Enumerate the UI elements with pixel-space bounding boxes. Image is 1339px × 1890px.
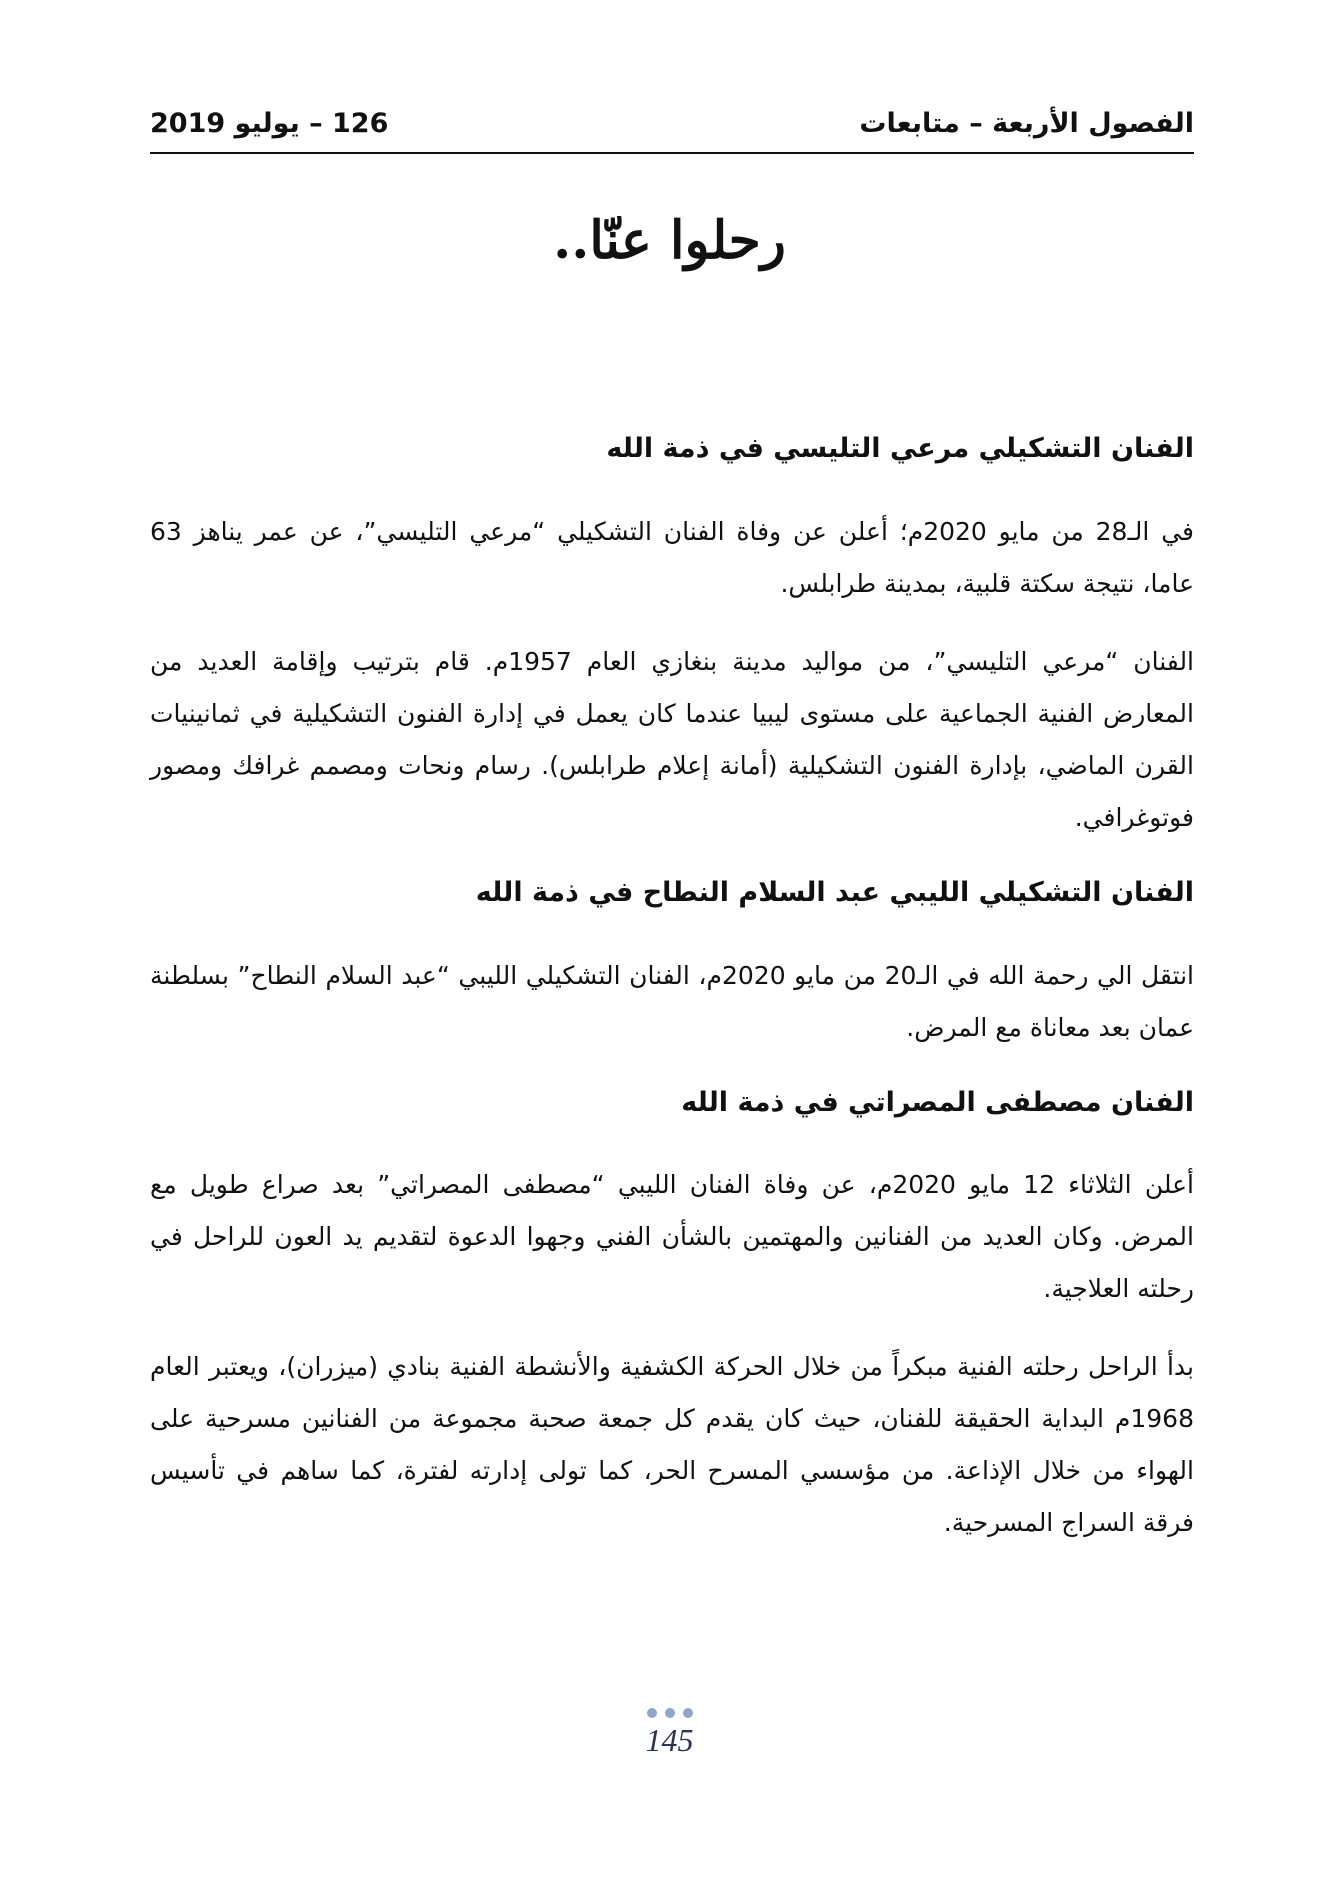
page-number: 145 — [645, 1722, 694, 1758]
page-footer — [0, 1708, 1339, 1759]
paragraph: أعلن الثلاثاء 12 مايو 2020م، عن وفاة الفنان الليبي “مصطفى المصراتي” بعد صراع طويل مع المرض. وكان العديد من الفنانين والمهتمين بالشأن الفني وجهوا الدعوة لتقديم يد العون للراحل في رحلته العلاجية. — [150, 1170, 1194, 1304]
page-title: رحلوا عنّا.. — [553, 210, 786, 271]
paragraph: في الـ28 من مايو 2020م؛ أعلن عن وفاة الفنان التشكيلي “مرعي التليسي”، عن عمر يناهز 63 عاما، نتيجة سكتة قلبية، بمدينة طرابلس. — [150, 516, 1194, 598]
dot-icon — [665, 1708, 675, 1718]
paragraph: انتقل الي رحمة الله في الـ20 من مايو 2020م، الفنان التشكيلي الليبي “عبد السلام النطاح” بسلطنة عمان بعد معاناة مع المرض. — [150, 960, 1194, 1042]
magazine-section: الفصول الأربعة – متابعات — [859, 108, 1194, 139]
paragraph: الفنان “مرعي التليسي”، من مواليد مدينة بنغازي العام 1957م. قام بترتيب وإقامة العديد من المعارض الفنية الجماعية على مستوى ليبيا عندما كان يعمل في إدارة الفنون التشكيلية في ثمانينيات القرن الماضي، بإدارة الفنون التشكيلية (أمانة إعلام طرابلس). رسام ونحات ومصمم غرافك ومصور فوتوغرافي. — [150, 646, 1195, 832]
dot-icon — [683, 1708, 693, 1718]
section-heading: الفنان مصطفى المصراتي في ذمة الله — [681, 1086, 1194, 1118]
running-header — [150, 100, 1194, 154]
section-heading: الفنان التشكيلي مرعي التليسي في ذمة الله — [606, 433, 1194, 464]
article-body — [150, 430, 1194, 1579]
dot-icon — [647, 1708, 657, 1718]
section-misrati — [150, 1084, 1194, 1550]
section-nattah — [150, 874, 1194, 1054]
issue-info: 126 – يوليو 2019 — [150, 108, 389, 139]
section-tellisi — [150, 430, 1194, 844]
paragraph: بدأ الراحل رحلته الفنية مبكراً من خلال الحركة الكشفية والأنشطة الفنية بنادي (ميزران)، ويعتبر العام 1968م البداية الحقيقة للفنان، حيث كان يقدم كل جمعة صحبة مجموعة من الفنانين مسرحية على الهواء من خلال الإذاعة. من مؤسسي المسرح الحر، كما تولى إدارته لفترة، كما ساهم في تأسيس فرقة السراج المسرحية. — [150, 1352, 1194, 1538]
ornament-dots — [0, 1708, 1339, 1718]
section-heading: الفنان التشكيلي الليبي عبد السلام النطاح في ذمة الله — [475, 876, 1194, 908]
